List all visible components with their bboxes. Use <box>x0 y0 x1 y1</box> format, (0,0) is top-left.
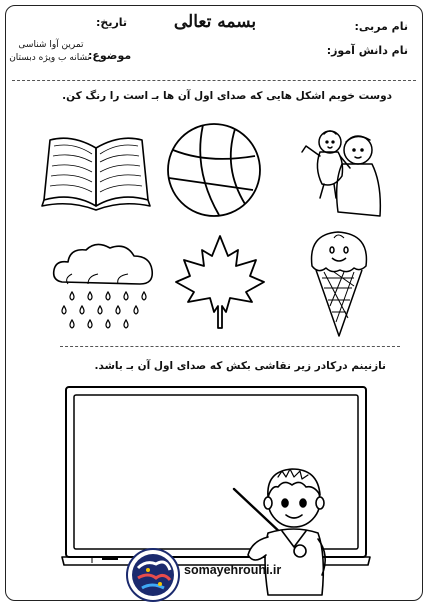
exercise2-instruction: نازنینم درکادر زیر نقاشی بکش که صدای اول آن بـ باشد. <box>94 360 386 372</box>
topic-value-line1: تمرین آوا شناسی <box>18 40 84 50</box>
section-divider <box>60 346 400 347</box>
website-url[interactable]: somayehrouhi.ir <box>184 563 282 577</box>
ball-icon <box>163 120 265 220</box>
topic-value-line2: نشانه ب ویژه دبستان <box>9 53 90 63</box>
date-label: تاریخ: <box>96 16 128 29</box>
leaf-icon <box>172 232 268 332</box>
tehran-aware-logo-icon <box>126 548 180 602</box>
teacher-name-label: نام مربی: <box>354 20 408 33</box>
exercise1-instruction: دوست خوبم اشکل هایی که صدای اول آن ها بـ است را رنگ کن. <box>62 90 392 102</box>
header-divider <box>12 80 416 81</box>
rain-cloud-icon <box>48 240 160 340</box>
ice-cream-icon <box>304 226 374 340</box>
student-name-label: نام دانش آموز: <box>326 44 408 57</box>
topic-label: موضوع: <box>88 49 132 62</box>
baby-icon <box>296 112 386 222</box>
book-icon <box>40 130 152 212</box>
page-title: بسمه تعالی <box>173 12 257 32</box>
